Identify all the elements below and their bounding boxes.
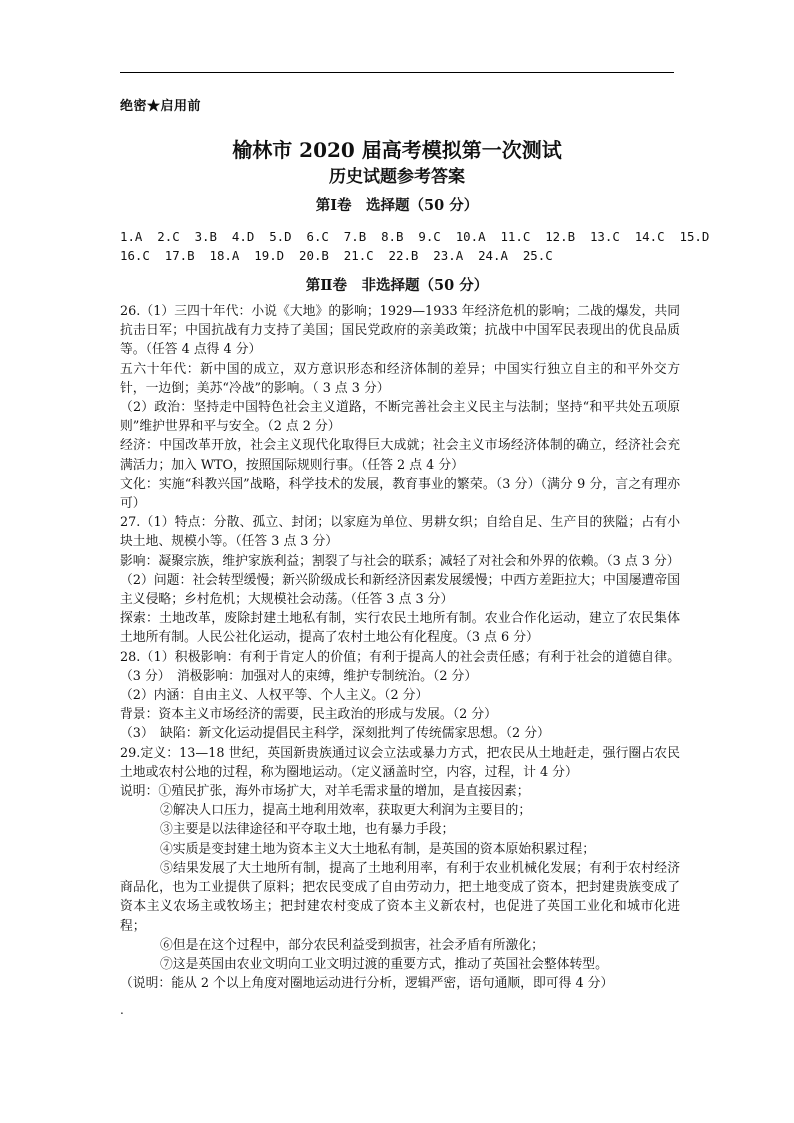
answer-line: （3） 缺陷：新文化运动提倡民主科学，深刻批判了传统儒家思想。（2 分）: [120, 726, 550, 742]
page-title: 榆林市 2020 届高考模拟第一次测试: [232, 138, 562, 162]
answer-line: 影响：凝聚宗族，维护家族利益；割裂了与社会的联系；减轻了对社会和外界的依赖。（3 点 3 分）: [120, 553, 680, 569]
answer-line: （2）内涵：自由主义、人权平等、个人主义。（2 分）: [120, 688, 429, 704]
choice-answers-row: 16.C 17.B 18.A 19.D 20.B 21.C 22.B 23.A 24.A 25.C: [120, 248, 553, 263]
answer-line: 文化：实施“科教兴国”战略，科学技术的发展，教育事业的繁荣。（3 分）（满分 9 分，言之有理亦可）: [120, 476, 680, 512]
confidential-label: 绝密★启用前: [120, 99, 202, 114]
answer-line: 背景：资本主义市场经济的需要，民主政治的形成与发展。（2 分）: [120, 707, 497, 723]
answer-line: ③主要是以法律途径和平夺取土地，也有暴力手段；: [160, 822, 455, 838]
answer-line: 29.定义：13—18 世纪，英国新贵族通过议会立法或暴力方式，把农民从土地赶走，强行圈占农民土地或农村公地的过程，称为圈地运动。（定义涵盖时空，内容，过程，计 4 分）: [120, 745, 680, 780]
answer-line: ⑦这是英国由农业文明向工业文明过渡的重要方式，推动了英国社会整体转型。: [160, 956, 608, 972]
section-heading-nonchoice: 第Ⅱ卷 非选择题（50 分）: [305, 277, 489, 294]
answer-line: 五六十年代：新中国的成立，双方意识形态和经济体制的差异；中国实行独立自主的和平外交方针，一边倒；美苏“冷战”的影响。（ 3 点 3 分）: [120, 361, 680, 396]
answer-line: （说明：能从 2 个以上角度对圈地运动进行分析，逻辑严密，语句通顺，即可得 4 分）: [120, 976, 614, 992]
answer-line: 28.（1）积极影响：有利于肯定人的价值；有利于提高人的社会责任感；有利于社会的道德自律。（3 分） 消极影响：加强对人的束缚，维护专制统治。（2 分）: [120, 649, 680, 684]
answer-line: 经济：中国改革开放，社会主义现代化取得巨大成就；社会主义市场经济体制的确立，经济社会充满活力；加入 WTO，按照国际规则行事。（任答 2 点 4 分）: [120, 438, 680, 473]
answer-line: 27.（1）特点：分散、孤立、封闭；以家庭为单位、男耕女织；自给自足、生产目的狭隘；占有小块土地、规模小等。（任答 3 点 3 分）: [120, 515, 680, 550]
choice-answers-row: 1.A 2.C 3.B 4.D 5.D 6.C 7.B 8.B 9.C 10.A 11.C 12.B 13.C 14.C 15.D: [120, 229, 710, 244]
answer-body: [120, 302, 680, 993]
answer-line: （2）问题：社会转型缓慢；新兴阶级成长和新经济因素发展缓慢；中西方差距拉大；中国屡遭帝国主义侵略；乡村危机；大规模社会动荡。（任答 3 点 3 分）: [120, 572, 680, 608]
section-heading-choice: 第Ⅰ卷 选择题（50 分）: [315, 197, 479, 214]
footer-mark: .: [120, 1003, 124, 1017]
page-subtitle: 历史试题参考答案: [329, 167, 465, 187]
answer-line: 说明：①殖民扩张，海外市场扩大，对羊毛需求量的增加，是直接因素；: [120, 784, 530, 800]
answer-line: 探索：土地改革，废除封建土地私有制，实行农民土地所有制。农业合作化运动，建立了农民集体土地所有制。人民公社化运动，提高了农村土地公有化程度。（3 点 6 分）: [120, 611, 680, 646]
answer-line: ⑥但是在这个过程中，部分农民利益受到损害，社会矛盾有所激化；: [160, 937, 544, 953]
answer-line: ⑤结果发展了大土地所有制，提高了土地利用率，有利于农业机械化发展；有利于农村经济商品化，也为工业提供了原料；把农民变成了自由劳动力，把土地变成了资本，把封建贵族变成了资本主义农场主或牧场主；把封建农村变成了资本主义新农村，也促进了英国工业化和城市化进程；: [120, 860, 680, 934]
top-rule: [120, 72, 674, 73]
answer-line: ②解决人口压力，提高土地利用效率，获取更大利润为主要目的；: [160, 803, 532, 819]
answer-line: ④实质是变封建土地为资本主义大土地私有制，是英国的资本原始积累过程；: [160, 841, 596, 857]
answer-line: 26.（1）三四十年代：小说《大地》的影响；1929—1933 年经济危机的影响；二战的爆发，共同抗击日军；中国抗战有力支持了美国；国民党政府的亲美政策；抗战中中国军民表现出的优良品质等。（任答 4 点得 4 分）: [120, 304, 680, 358]
answer-line: （2）政治：坚持走中国特色社会主义道路，不断完善社会主义民主与法制；坚持“和平共处五项原则”维护世界和平与安全。（2 点 2 分）: [120, 400, 680, 435]
